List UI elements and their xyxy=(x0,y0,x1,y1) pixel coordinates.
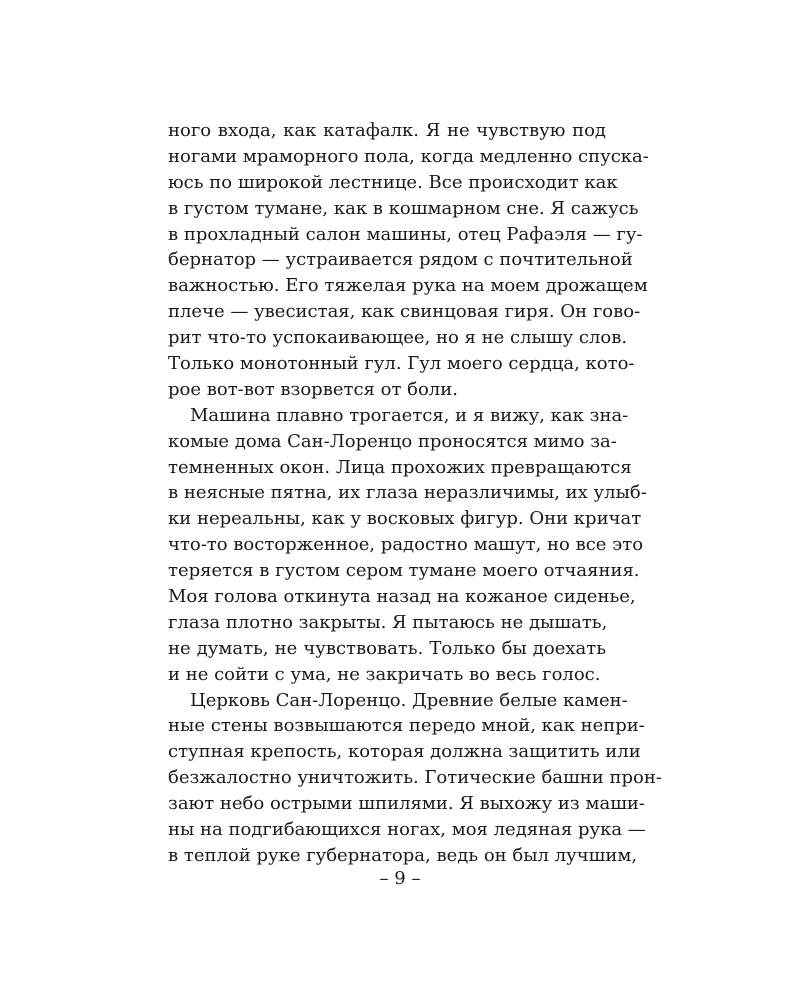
body-text xyxy=(168,118,662,869)
text-line: Машина плавно трогается, и я вижу, как зна- xyxy=(190,404,629,426)
page-number: – 9 – xyxy=(379,868,421,889)
text-line: рит что-то успокаивающее, но я не слышу слов. xyxy=(168,327,628,349)
text-line: что-то восторженное, радостно машут, но все это xyxy=(168,534,644,556)
text-line: в неясные пятна, их глаза неразличимы, их улыб- xyxy=(168,482,647,504)
text-line: важностью. Его тяжелая рука на моем дрожащем xyxy=(168,275,648,297)
text-line: глаза плотно закрыты. Я пытаюсь не дышать, xyxy=(168,611,608,633)
text-line: безжалостно уничтожить. Готические башни прон- xyxy=(168,767,662,789)
text-line: юсь по широкой лестнице. Все происходит как xyxy=(168,171,618,193)
text-line: плече — увесистая, как свинцовая гиря. Он гово- xyxy=(168,301,641,323)
text-line: темненных окон. Лица прохожих превращаются xyxy=(168,456,632,478)
text-line: не думать, не чувствовать. Только бы доехать xyxy=(168,637,606,659)
text-line: в прохладный салон машины, отец Рафаэля — гу- xyxy=(168,223,643,245)
text-line: Церковь Сан-Лоренцо. Древние белые камен- xyxy=(190,689,628,711)
paragraph xyxy=(168,118,649,403)
text-line: рое вот-вот взорвется от боли. xyxy=(168,378,458,400)
paragraph xyxy=(168,688,662,869)
paragraph xyxy=(168,403,647,688)
text-line: в теплой руке губернатора, ведь он был лучшим, xyxy=(168,844,638,866)
text-line: ступная крепость, которая должна защитить или xyxy=(168,741,641,763)
text-line: в густом тумане, как в кошмарном сне. Я сажусь xyxy=(168,197,639,219)
text-line: теряется в густом сером тумане моего отчаяния. xyxy=(168,560,640,582)
text-line: зают небо острыми шпилями. Я выхожу из маши- xyxy=(168,793,646,815)
text-line: ногами мраморного пола, когда медленно спуска- xyxy=(168,145,649,167)
text-line: Только монотонный гул. Гул моего сердца, кото- xyxy=(168,353,635,375)
text-line: ного входа, как катафалк. Я не чувствую под xyxy=(168,120,606,141)
text-line: ные стены возвышаются передо мной, как непри- xyxy=(168,715,645,737)
text-line: ки нереальны, как у восковых фигур. Они кричат xyxy=(168,508,642,530)
text-line: комые дома Сан-Лоренцо проносятся мимо за- xyxy=(168,430,617,452)
text-line: ны на подгибающихся ногах, моя ледяная рука — xyxy=(168,819,646,841)
text-line: бернатор — устраивается рядом с почтительной xyxy=(168,249,633,271)
text-line: Моя голова откинута назад на кожаное сиденье, xyxy=(168,586,636,608)
text-line: и не сойти с ума, не закричать во весь голос. xyxy=(168,663,601,685)
